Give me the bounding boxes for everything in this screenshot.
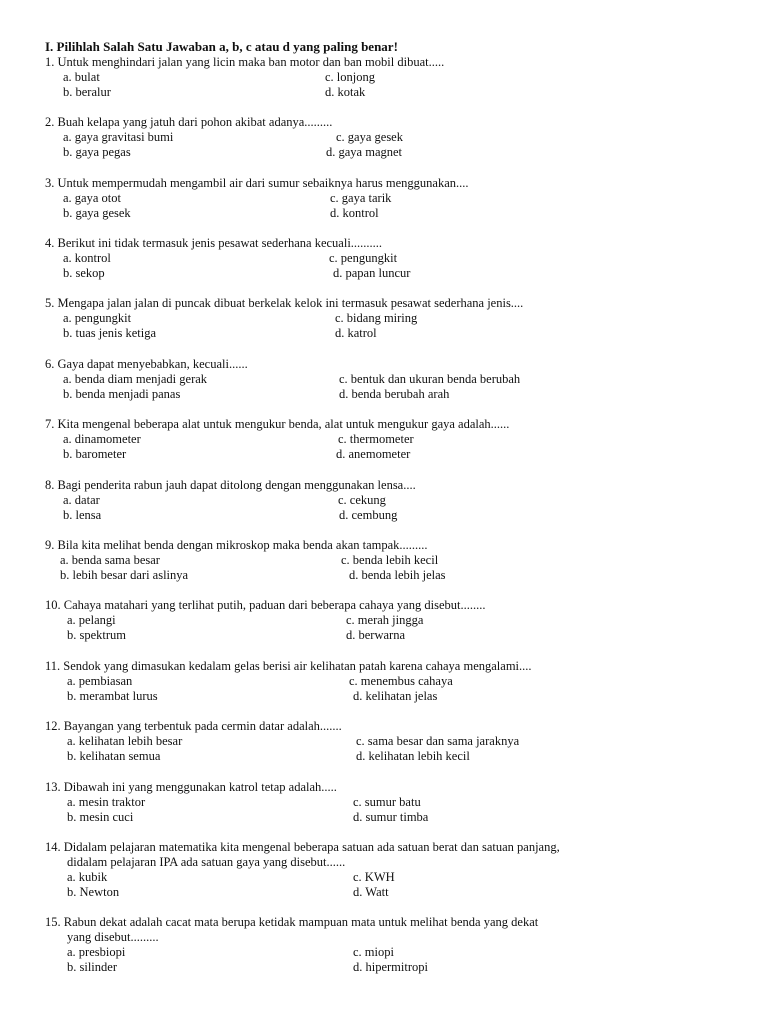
option-b: b. tuas jenis ketiga bbox=[63, 326, 157, 340]
option-c: c. lonjong bbox=[325, 70, 375, 84]
option-c: c. KWH bbox=[353, 870, 395, 884]
option-b: b. mesin cuci bbox=[67, 810, 134, 824]
option-c: c. benda lebih kecil bbox=[341, 553, 439, 567]
question-stem: 5. Mengapa jalan jalan di puncak dibuat berkelak kelok ini termasuk pesawat sederhana jenis.... bbox=[45, 296, 524, 310]
question-6 bbox=[45, 357, 521, 402]
option-b: b. sekop bbox=[63, 266, 105, 280]
question-stem: 12. Bayangan yang terbentuk pada cermin datar adalah....... bbox=[45, 719, 342, 733]
option-a: a. benda diam menjadi gerak bbox=[63, 372, 208, 386]
option-c: c. bentuk dan ukuran benda berubah bbox=[339, 372, 521, 386]
question-stem: 8. Bagi penderita rabun jauh dapat ditolong dengan menggunakan lensa.... bbox=[45, 478, 416, 492]
option-b: b. beralur bbox=[63, 85, 111, 99]
question-8 bbox=[45, 478, 416, 523]
question-stem: 11. Sendok yang dimasukan kedalam gelas berisi air kelihatan patah karena cahaya mengalami.... bbox=[45, 659, 532, 673]
question-13 bbox=[45, 780, 429, 825]
option-d: d. sumur timba bbox=[353, 810, 429, 824]
question-stem: 9. Bila kita melihat benda dengan mikroskop maka benda akan tampak......... bbox=[45, 538, 428, 552]
question-stem: 10. Cahaya matahari yang terlihat putih, paduan dari beberapa cahaya yang disebut........ bbox=[45, 598, 486, 612]
question-3 bbox=[45, 176, 469, 221]
option-d: d. kelihatan jelas bbox=[353, 689, 438, 703]
option-a: a. benda sama besar bbox=[60, 553, 160, 567]
question-stem: 15. Rabun dekat adalah cacat mata berupa ketidak mampuan mata untuk melihat benda yang dekat bbox=[45, 915, 539, 929]
option-d: d. kontrol bbox=[330, 206, 379, 220]
option-a: a. kubik bbox=[67, 870, 108, 884]
option-a: a. pengungkit bbox=[63, 311, 132, 325]
question-4 bbox=[45, 236, 411, 281]
question-1 bbox=[45, 55, 444, 100]
option-c: c. merah jingga bbox=[346, 613, 424, 627]
option-a: a. gaya otot bbox=[63, 191, 121, 205]
option-d: d. hipermitropi bbox=[353, 960, 428, 974]
option-d: d. benda lebih jelas bbox=[349, 568, 446, 582]
option-b: b. Newton bbox=[67, 885, 120, 899]
question-9 bbox=[45, 538, 446, 583]
option-c: c. gaya gesek bbox=[336, 130, 403, 144]
question-14 bbox=[45, 840, 560, 900]
option-d: d. kelihatan lebih kecil bbox=[356, 749, 470, 763]
option-a: a. kontrol bbox=[63, 251, 111, 265]
option-c: c. menembus cahaya bbox=[349, 674, 453, 688]
section-heading: I. Pilihlah Salah Satu Jawaban a, b, c atau d yang paling benar! bbox=[45, 39, 398, 54]
question-stem: 3. Untuk mempermudah mengambil air dari sumur sebaiknya harus menggunakan.... bbox=[45, 176, 469, 190]
question-10 bbox=[45, 598, 485, 643]
option-c: c. gaya tarik bbox=[330, 191, 392, 205]
option-a: a. gaya gravitasi bumi bbox=[63, 130, 174, 144]
option-c: c. bidang miring bbox=[335, 311, 418, 325]
option-b: b. barometer bbox=[63, 447, 127, 461]
question-11 bbox=[45, 659, 532, 704]
question-5 bbox=[45, 296, 523, 341]
option-a: a. bulat bbox=[63, 70, 100, 84]
option-a: a. dinamometer bbox=[63, 432, 141, 446]
option-a: a. kelihatan lebih besar bbox=[67, 734, 183, 748]
option-d: d. gaya magnet bbox=[326, 145, 403, 159]
option-c: c. sama besar dan sama jaraknya bbox=[356, 734, 520, 748]
option-a: a. mesin traktor bbox=[67, 795, 146, 809]
option-b: b. spektrum bbox=[67, 628, 127, 642]
question-stem: 13. Dibawah ini yang menggunakan katrol tetap adalah..... bbox=[45, 780, 337, 794]
option-d: d. anemometer bbox=[336, 447, 411, 461]
option-b: b. lebih besar dari aslinya bbox=[60, 568, 189, 582]
option-c: c. cekung bbox=[338, 493, 386, 507]
question-stem-continued: yang disebut......... bbox=[67, 930, 159, 944]
question-stem: 1. Untuk menghindari jalan yang licin maka ban motor dan ban mobil dibuat..... bbox=[45, 55, 445, 69]
option-d: d. berwarna bbox=[346, 628, 405, 642]
question-stem: 14. Didalam pelajaran matematika kita mengenal beberapa satuan ada satuan berat dan satuan panjang, bbox=[45, 840, 560, 854]
option-d: d. papan luncur bbox=[333, 266, 411, 280]
option-d: d. benda berubah arah bbox=[339, 387, 450, 401]
option-c: c. miopi bbox=[353, 945, 394, 959]
option-b: b. gaya pegas bbox=[63, 145, 131, 159]
option-a: a. presbiopi bbox=[67, 945, 126, 959]
option-b: b. silinder bbox=[67, 960, 117, 974]
question-7 bbox=[45, 417, 509, 462]
option-d: d. kotak bbox=[325, 85, 366, 99]
option-a: a. datar bbox=[63, 493, 100, 507]
question-stem: 6. Gaya dapat menyebabkan, kecuali...... bbox=[45, 357, 248, 371]
option-d: d. Watt bbox=[353, 885, 389, 899]
option-c: c. thermometer bbox=[338, 432, 414, 446]
option-b: b. gaya gesek bbox=[63, 206, 131, 220]
option-c: c. sumur batu bbox=[353, 795, 421, 809]
option-b: b. benda menjadi panas bbox=[63, 387, 181, 401]
question-15 bbox=[45, 915, 538, 975]
option-b: b. lensa bbox=[63, 508, 102, 522]
option-c: c. pengungkit bbox=[329, 251, 398, 265]
question-stem-continued: didalam pelajaran IPA ada satuan gaya yang disebut...... bbox=[67, 855, 346, 869]
option-a: a. pelangi bbox=[67, 613, 116, 627]
question-stem: 7. Kita mengenal beberapa alat untuk mengukur benda, alat untuk mengukur gaya adalah...... bbox=[45, 417, 510, 431]
question-12 bbox=[45, 719, 520, 764]
option-d: d. cembung bbox=[339, 508, 398, 522]
option-b: b. merambat lurus bbox=[67, 689, 158, 703]
option-b: b. kelihatan semua bbox=[67, 749, 161, 763]
question-stem: 2. Buah kelapa yang jatuh dari pohon akibat adanya......... bbox=[45, 115, 333, 129]
option-d: d. katrol bbox=[335, 326, 377, 340]
question-stem: 4. Berikut ini tidak termasuk jenis pesawat sederhana kecuali.......... bbox=[45, 236, 383, 250]
question-2 bbox=[45, 115, 403, 160]
option-a: a. pembiasan bbox=[67, 674, 133, 688]
